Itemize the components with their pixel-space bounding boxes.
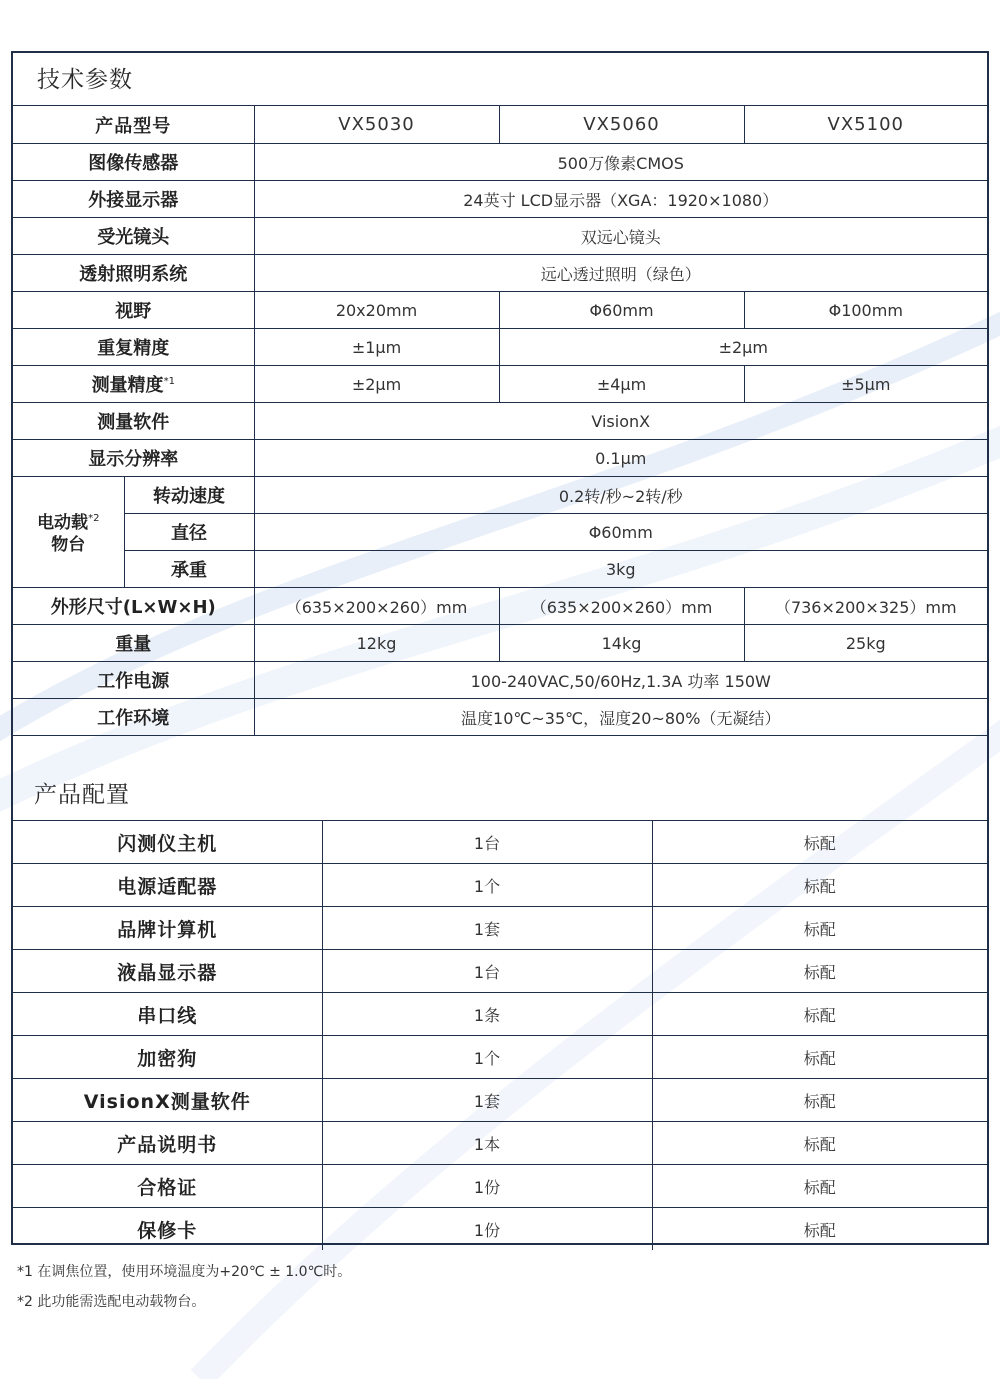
sensor-label: 图像传感器 — [13, 144, 254, 181]
spec-section-title: 技术参数 — [37, 67, 133, 93]
model-vx5060: VX5060 — [499, 106, 744, 144]
stage-label-line1: 电动载 — [37, 513, 89, 533]
config-item-type: 标配 — [652, 1165, 987, 1208]
config-item-type: 标配 — [652, 950, 987, 993]
table-row — [13, 662, 987, 699]
environment-value: 温度10℃~35℃，湿度20~80%（无凝结） — [254, 699, 987, 736]
note-mark-2: *2 — [88, 513, 100, 524]
table-row — [13, 255, 987, 292]
table-row — [13, 144, 987, 181]
table-row — [13, 403, 987, 440]
table-row — [13, 551, 987, 588]
software-value: VisionX — [254, 403, 987, 440]
config-item-type: 标配 — [652, 821, 987, 864]
table-row — [13, 514, 987, 551]
spec-table — [13, 105, 987, 736]
stage-load-label: 承重 — [124, 551, 254, 588]
weight-value: 12kg — [254, 625, 499, 662]
config-item-quantity: 1条 — [322, 993, 652, 1036]
fov-value: 20x20mm — [254, 292, 499, 329]
config-item-type: 标配 — [652, 1036, 987, 1079]
note-mark-1: *1 — [163, 376, 175, 387]
power-value: 100-240VAC,50/60Hz,1.3A 功率 150W — [254, 662, 987, 699]
config-item-name: 闪测仪主机 — [13, 821, 322, 864]
stage-speed-label: 转动速度 — [124, 477, 254, 514]
config-table — [13, 820, 987, 1250]
config-item-name: 保修卡 — [13, 1208, 322, 1251]
config-item-quantity: 1个 — [322, 864, 652, 907]
config-item-quantity: 1个 — [322, 1036, 652, 1079]
illumination-value: 远心透过照明（绿色） — [254, 255, 987, 292]
config-item-name: 产品说明书 — [13, 1122, 322, 1165]
stage-speed-value: 0.2转/秒~2转/秒 — [254, 477, 987, 514]
config-item-quantity: 1套 — [322, 907, 652, 950]
table-row — [13, 821, 987, 864]
config-item-quantity: 1套 — [322, 1079, 652, 1122]
table-row — [13, 993, 987, 1036]
table-row — [13, 477, 987, 514]
config-item-quantity: 1本 — [322, 1122, 652, 1165]
weight-label: 重量 — [13, 625, 254, 662]
stage-diameter-value: Φ60mm — [254, 514, 987, 551]
model-vx5030: VX5030 — [254, 106, 499, 144]
illumination-label: 透射照明系统 — [13, 255, 254, 292]
spec-sheet — [11, 51, 989, 1245]
fov-value: Φ60mm — [499, 292, 744, 329]
table-row — [13, 440, 987, 477]
accuracy-label-cell — [13, 366, 254, 403]
monitor-value: 24英寸 LCD显示器（XGA：1920×1080） — [254, 181, 987, 218]
config-item-quantity: 1份 — [322, 1165, 652, 1208]
fov-label: 视野 — [13, 292, 254, 329]
config-item-name: 合格证 — [13, 1165, 322, 1208]
table-row — [13, 864, 987, 907]
weight-value: 14kg — [499, 625, 744, 662]
table-row — [13, 1122, 987, 1165]
software-label: 测量软件 — [13, 403, 254, 440]
config-item-type: 标配 — [652, 1122, 987, 1165]
table-row — [13, 1165, 987, 1208]
accuracy-value: ±2μm — [254, 366, 499, 403]
config-item-name: 品牌计算机 — [13, 907, 322, 950]
table-row — [13, 699, 987, 736]
monitor-label: 外接显示器 — [13, 181, 254, 218]
footnote-1: *1 在调焦位置，使用环境温度为+20℃ ± 1.0℃时。 — [17, 1264, 352, 1280]
table-row — [13, 366, 987, 403]
fov-value: Φ100mm — [744, 292, 987, 329]
stage-label-cell — [13, 477, 124, 588]
accuracy-value: ±4μm — [499, 366, 744, 403]
footnotes — [17, 1257, 351, 1317]
config-item-type: 标配 — [652, 1208, 987, 1251]
table-row — [13, 292, 987, 329]
table-row — [13, 625, 987, 662]
config-item-type: 标配 — [652, 864, 987, 907]
lens-label: 受光镜头 — [13, 218, 254, 255]
table-row — [13, 218, 987, 255]
table-row — [13, 181, 987, 218]
config-item-quantity: 1份 — [322, 1208, 652, 1251]
table-row — [13, 1208, 987, 1251]
power-label: 工作电源 — [13, 662, 254, 699]
dimensions-value: （635×200×260）mm — [254, 588, 499, 625]
environment-label: 工作环境 — [13, 699, 254, 736]
table-row — [13, 950, 987, 993]
table-row — [13, 329, 987, 366]
dimensions-label: 外形尺寸(L×W×H) — [13, 588, 254, 625]
config-item-type: 标配 — [652, 907, 987, 950]
lens-value: 双远心镜头 — [254, 218, 987, 255]
table-row — [13, 588, 987, 625]
config-item-name: 液晶显示器 — [13, 950, 322, 993]
config-item-name: 电源适配器 — [13, 864, 322, 907]
accuracy-label: 测量精度 — [91, 375, 164, 396]
config-item-type: 标配 — [652, 993, 987, 1036]
stage-load-value: 3kg — [254, 551, 987, 588]
footnote-2: *2 此功能需选配电动载物台。 — [17, 1294, 206, 1310]
config-item-quantity: 1台 — [322, 950, 652, 993]
repeatability-value: ±2μm — [499, 329, 987, 366]
config-item-name: 串口线 — [13, 993, 322, 1036]
dimensions-value: （736×200×325）mm — [744, 588, 987, 625]
stage-diameter-label: 直径 — [124, 514, 254, 551]
config-item-name: 加密狗 — [13, 1036, 322, 1079]
sensor-value: 500万像素CMOS — [254, 144, 987, 181]
config-item-name: VisionX测量软件 — [13, 1079, 322, 1122]
resolution-value: 0.1μm — [254, 440, 987, 477]
table-row — [13, 1036, 987, 1079]
resolution-label: 显示分辨率 — [13, 440, 254, 477]
table-row — [13, 907, 987, 950]
repeatability-label: 重复精度 — [13, 329, 254, 366]
dimensions-value: （635×200×260）mm — [499, 588, 744, 625]
stage-label-line2: 物台 — [51, 535, 86, 555]
config-item-type: 标配 — [652, 1079, 987, 1122]
config-section-title: 产品配置 — [34, 782, 130, 808]
model-label: 产品型号 — [13, 106, 254, 144]
table-row — [13, 1079, 987, 1122]
accuracy-value: ±5μm — [744, 366, 987, 403]
weight-value: 25kg — [744, 625, 987, 662]
model-vx5100: VX5100 — [744, 106, 987, 144]
repeatability-value: ±1μm — [254, 329, 499, 366]
config-item-quantity: 1台 — [322, 821, 652, 864]
table-row — [13, 106, 987, 144]
